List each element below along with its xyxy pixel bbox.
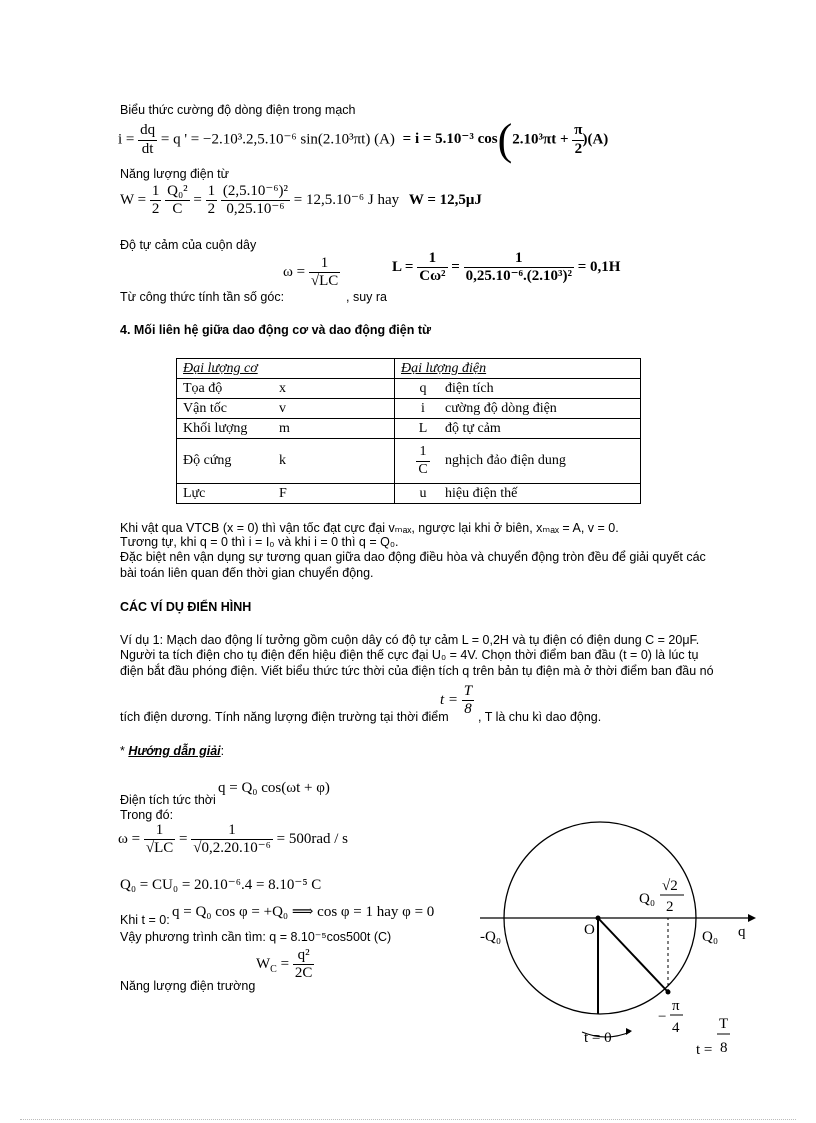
eq-L-den2: 0,25.10⁻⁶.(2.10³)² <box>465 268 572 285</box>
eq-omega2-den1: √LC <box>145 840 174 857</box>
eq-equals: = <box>193 192 202 209</box>
eq-two: 2 <box>574 140 583 157</box>
energy-heading: Năng lượng điện từ <box>120 167 230 181</box>
cell-elec-name: hiệu điện thế <box>445 485 518 501</box>
cell-mech-sym: x <box>279 380 286 396</box>
L-equation: L = $\frac{1}{\text{Cω²}}$ = $\frac{1}{\text{0,25.10⁻⁶.(2.10³)²}}$ = 0,1H <box>392 250 621 285</box>
eq-wc-den: 2C <box>294 965 313 982</box>
point-t8 <box>666 990 671 995</box>
cell-mech-name: Độ cứng <box>183 453 232 468</box>
eq-half-num: 1 <box>150 183 162 201</box>
eq-C: C <box>172 201 183 218</box>
label-four: 4 <box>672 1020 680 1036</box>
eq-omega-den: √LC <box>310 273 339 290</box>
cell-mech-name: Vận tốc <box>183 400 227 416</box>
table-row <box>177 484 641 504</box>
eq-q0sq: Q₀² <box>165 183 190 201</box>
eq-omega-num: 1 <box>309 255 340 273</box>
example1-line2: Người ta tích điện cho tụ điện đến hiệu điện thế cực đại U₀ = 4V. Chọn thời điểm ban đầu (t = 0) là lúc tụ <box>120 648 699 662</box>
eq-omega2-num1: 1 <box>144 822 175 840</box>
q-axis-arrow-icon <box>748 914 756 922</box>
table-header-elec: Đại lượng điện <box>395 359 641 379</box>
example1-line3: điện bắt đầu phóng điện. Viết biểu thức tức thời của điện tích q trên bản tụ điện mà ở thời điểm ban đầu nó <box>120 664 714 678</box>
eq-energy-num: (2,5.10⁻⁶)² <box>221 183 290 201</box>
eq-energy-result: = 12,5.10⁻⁶ J hay <box>293 192 400 209</box>
cell-elec-name: nghịch đảo điện dung <box>445 453 566 469</box>
example1-line1: Ví dụ 1: Mạch dao động lí tưởng gồm cuộn dây có độ tự cảm L = 0,2H và tụ điện có điện dung C = 20μF. <box>120 633 700 647</box>
eq-t-lhs: t = <box>440 692 459 709</box>
mapping-table <box>176 358 641 504</box>
eq-pi: π <box>572 122 584 140</box>
guide-title: Hướng dẫn giải <box>128 744 221 758</box>
suy-ra-text: , suy ra <box>346 290 387 304</box>
eq-rest: = q ' = −2.10³.2,5.10⁻⁶ sin(2.10³πt) (A) <box>160 131 395 148</box>
cell-mech-name: Lực <box>183 485 206 501</box>
cell-mech-sym: v <box>279 400 286 416</box>
energy-equation <box>120 183 482 219</box>
examples-title: CÁC VÍ DỤ ĐIỂN HÌNH <box>120 600 252 614</box>
label-sqrt2: √2 <box>662 878 678 894</box>
table-row <box>177 399 641 419</box>
section4-title: 4. Mối liên hệ giữa dao động cơ và dao động điện từ <box>120 323 432 337</box>
cell-mech-sym: m <box>279 420 290 436</box>
eq-half-den: 2 <box>151 201 160 218</box>
eq-omega2-num2: 1 <box>191 822 273 840</box>
para-similar: Tương tự, khi q = 0 thì i = I₀ và khi i = 0 thì q = Q₀. <box>120 535 399 549</box>
eq-energy-bold: W = 12,5μJ <box>408 192 482 209</box>
cell-elec-sym: u <box>419 485 427 501</box>
khi-t0: Khi t = 0: <box>120 913 170 927</box>
label-minus: − <box>658 1009 667 1025</box>
eq-result-prefix: = i = 5.10⁻³ cos <box>402 131 498 148</box>
label-minus-q0: -Q₀ <box>480 929 502 945</box>
para-special-b: bài toán liên quan đến thời gian chuyển động. <box>120 566 374 580</box>
eq-L-result: = 0,1H <box>577 259 621 276</box>
eq-omega2-result: = 500rad / s <box>276 831 348 848</box>
label-t0: t = 0 <box>584 1030 612 1046</box>
example1-line4-end: , T là chu kì dao động. <box>478 710 602 724</box>
radius-t8 <box>598 918 668 992</box>
eq-i: i = <box>118 131 135 148</box>
inductance-heading: Độ tự cảm của cuộn dây <box>120 238 257 252</box>
example1-time-eq <box>440 683 474 719</box>
label-t-eq: t = <box>696 1042 713 1058</box>
eq-L-num2: 1 <box>464 250 574 268</box>
label-q-axis: q <box>738 924 746 940</box>
eq-8: 8 <box>464 701 472 718</box>
eq-result-inner: 2.10³πt + <box>512 131 569 148</box>
cell-elec-sym: q <box>419 380 427 396</box>
eq-wc-sub: C <box>270 964 277 976</box>
eq-omega2-den2: √0,2.20.10⁻⁶ <box>193 840 271 857</box>
eq-W: W = <box>120 192 147 209</box>
footer-divider <box>20 1119 796 1120</box>
eq-half-den-2: 2 <box>207 201 216 218</box>
label-eight: 8 <box>720 1040 728 1056</box>
cell-mech-sym: F <box>279 485 287 501</box>
guide-heading <box>120 744 224 758</box>
cell-elec-name: cường độ dòng điện <box>445 400 557 416</box>
eq-unit: )(A) <box>582 131 609 148</box>
example1-line4: tích điện dương. Tính năng lượng điện trường tại thời điểm <box>120 710 449 724</box>
omega2-equation: ω = $\frac{1}{√LC}$ = $\frac{1}{\text{√0,2.20.10⁻⁶}}$ = 500rad / s <box>118 822 348 857</box>
eq-dt: dt <box>141 140 154 157</box>
final-equation: Vậy phương trình cần tìm: q = 8.10⁻⁵cos500t (C) <box>120 930 392 944</box>
cell-elec-name: điện tích <box>445 380 494 396</box>
wc-equation: $W_C$ = $\frac{\text{q²}}{2C}$ <box>256 947 313 982</box>
cell-mech-name: Khối lượng <box>183 420 248 436</box>
omega-equation <box>283 255 340 291</box>
guide-star: * <box>120 744 129 758</box>
eq-L-den1: Cω² <box>419 268 446 285</box>
table-row <box>177 379 641 399</box>
label-pi: π <box>672 998 680 1014</box>
label-T: T <box>719 1016 729 1032</box>
para-special-a: Đặc biệt nên vận dụng sự tương quan giữa dao động điều hòa và chuyển động tròn đều để giải quyết các <box>120 550 706 564</box>
energy-field-label: Năng lượng điện trường <box>120 979 256 993</box>
origin-dot <box>596 916 601 921</box>
trong-do: Trong đó: <box>120 808 174 822</box>
cell-elec-sym-num: 1 <box>416 444 429 461</box>
rotation-arrow-icon <box>626 1028 632 1035</box>
table-row <box>177 439 641 484</box>
eq-wc-num: q² <box>293 947 315 965</box>
eq-omega-lhs: ω = <box>283 264 306 281</box>
cell-mech-sym: k <box>279 453 286 468</box>
q-inst-label: Điện tích tức thời <box>120 793 216 807</box>
from-freq-text: Từ công thức tính tần số góc: <box>120 290 285 304</box>
eq-wc: W <box>256 956 271 973</box>
eq-L-lhs: L = <box>392 259 414 276</box>
cos-equation: q = Q₀ cos φ = +Q₀ ⟹ cos φ = 1 hay φ = 0 <box>172 904 435 920</box>
cell-elec-name: độ tự cảm <box>445 420 501 436</box>
table-row <box>177 419 641 439</box>
eq-T: T <box>462 683 474 701</box>
label-origin: O <box>584 922 595 938</box>
phasor-diagram <box>470 810 780 1070</box>
cell-elec-sym: i <box>421 400 425 416</box>
eq-energy-den: 0,25.10⁻⁶ <box>226 201 285 218</box>
label-q0-top: Q₀ <box>639 891 656 907</box>
eq-L-num1: 1 <box>417 250 447 268</box>
eq-half-num-2: 1 <box>206 183 218 201</box>
table-header-mech: Đại lượng cơ <box>177 359 395 379</box>
guide-colon: : <box>220 744 225 758</box>
eq-dq: dq <box>138 122 157 140</box>
q-inst-equation: q = Q₀ cos(ωt + φ) <box>218 780 330 796</box>
label-q0-right: Q₀ <box>702 929 719 945</box>
label-two: 2 <box>666 899 674 915</box>
eq-omega2-lhs: ω = <box>118 831 141 848</box>
cell-mech-name: Tọa độ <box>183 380 223 396</box>
cell-elec-sym: L <box>418 420 428 436</box>
Q0-equation: Q₀ = CU₀ = 20.10⁻⁶.4 = 8.10⁻⁵ C <box>120 877 322 893</box>
current-heading: Biểu thức cường độ dòng điện trong mạch <box>120 103 356 117</box>
current-equation: i = $\frac{dq}{dt}$ = q ' = −2.10³.2,5.10⁻⁶ sin(2.10³πt) (A) = i = 5.10⁻³ cos(2.10³πt + $\frac{\pi}{2}$ )(A) <box>118 115 609 164</box>
cell-elec-sym-den: C <box>418 461 428 477</box>
para-vtcb: Khi vật qua VTCB (x = 0) thì vận tốc đạt cực đại vₘₐₓ, ngược lại khi ở biên, xₘₐₓ = A, v = 0. <box>120 521 619 535</box>
